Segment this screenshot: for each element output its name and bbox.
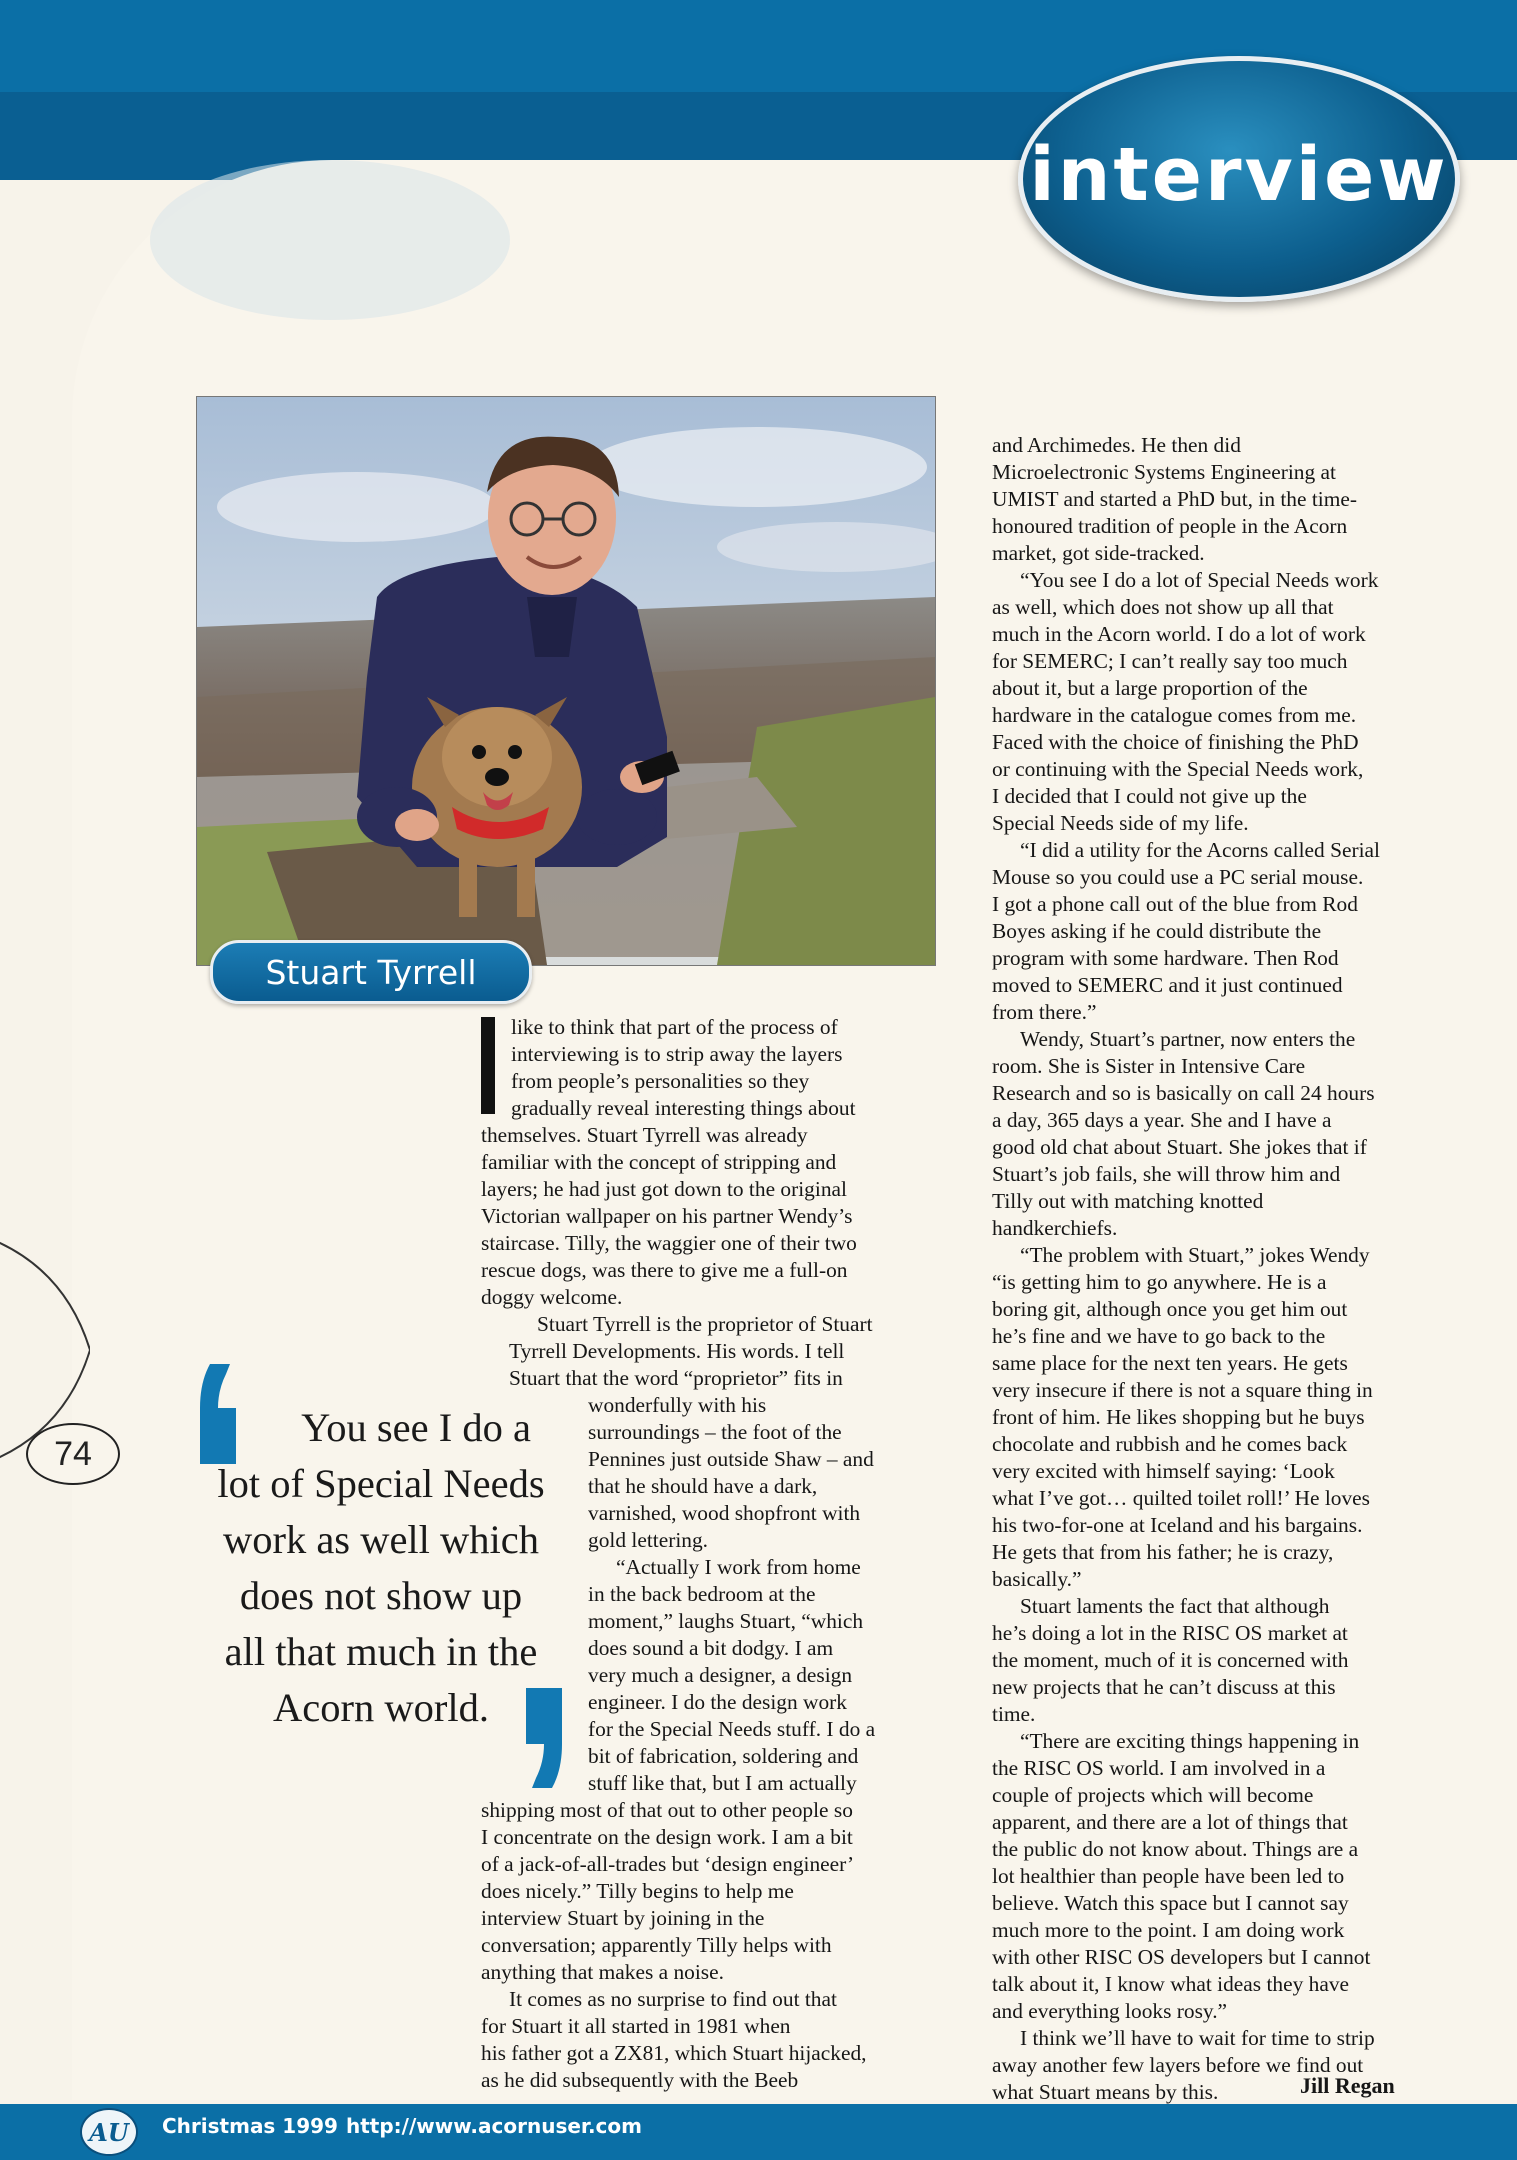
text-line: for Stuart it all started in 1981 when [481,2014,791,2038]
text-line: talk about it, I know what ideas they have [992,1972,1350,1996]
text-line: very insecure if there is not a square thing in [992,1378,1373,1402]
text-line: away another few layers before we find out [992,2053,1364,2077]
text-line: He gets that from his father; he is crazy, [992,1540,1334,1564]
paragraph [481,1986,951,2094]
text-line: in the back bedroom at the [588,1582,816,1606]
paragraph [992,837,1462,1026]
paragraph [588,1554,948,1797]
text-line: surroundings – the foot of the [588,1420,842,1444]
text-line: lot healthier than people have been led to [992,1864,1345,1888]
paragraph [992,1728,1462,2025]
text-line: Victorian wallpaper on his partner Wendy’s [481,1204,853,1228]
portrait-illustration [197,397,935,965]
text-line: chocolate and rubbish and he comes back [992,1432,1348,1456]
text-line: as he did subsequently with the Beeb [481,2068,799,2092]
text-line: good old chat about Stuart. She jokes that if [992,1135,1367,1159]
website-url[interactable]: http://www.acornuser.com [346,2114,642,2138]
paragraph [992,1026,1462,1242]
section-logo-text: interview [1029,132,1449,218]
pull-quote-line: You see I do a [301,1405,531,1450]
text-line: of a jack-of-all-trades but ‘design engineer’ [481,1852,855,1876]
text-line: “is getting him to go anywhere. He is a [992,1270,1327,1294]
text-line: Special Needs side of my life. [992,811,1249,835]
text-line: like to think that part of the process of [511,1015,838,1039]
text-line: from people’s personalities so they [511,1069,810,1093]
text-line: I concentrate on the design work. I am a bit [481,1825,853,1849]
text-line: for SEMERC; I can’t really say too much [992,649,1348,673]
text-line: and everything looks rosy.” [992,1999,1228,2023]
paragraph [992,1242,1462,1593]
text-line: basically.” [992,1567,1082,1591]
text-line: from there.” [992,1000,1097,1024]
text-line: “I did a utility for the Acorns called Serial [1020,838,1380,862]
text-line: hardware in the catalogue comes from me. [992,703,1357,727]
text-line: new projects that he can’t discuss at this [992,1675,1336,1699]
text-line: much in the Acorn world. I do a lot of work [992,622,1366,646]
text-line: Microelectronic Systems Engineering at [992,460,1336,484]
paragraph [992,432,1462,567]
text-line: gold lettering. [588,1528,708,1552]
text-line: Stuart that the word “proprietor” fits in [509,1366,843,1390]
page-number: 74 [54,1434,92,1473]
text-line: with other RISC OS developers but I cannot [992,1945,1371,1969]
text-line: UMIST and started a PhD but, in the time- [992,487,1357,511]
text-line: a day, 365 days a year. She and I have a [992,1108,1332,1132]
text-line: themselves. Stuart Tyrrell was already [481,1123,808,1147]
text-line: his father got a ZX81, which Stuart hijacked, [481,2041,867,2065]
paragraph [992,1593,1462,1728]
text-line: or continuing with the Special Needs work, [992,757,1364,781]
text-line: apparent, and there are a lot of things that [992,1810,1348,1834]
text-line: Stuart Tyrrell is the proprietor of Stuart [537,1312,873,1336]
text-line: he’s fine and we have to go back to the [992,1324,1326,1348]
page-number-badge [26,1423,120,1485]
article-column-right [992,432,1462,2106]
portrait-photo [196,396,936,966]
pull-quote-line: lot of Special Needs [217,1461,545,1506]
text-line: moment,” laughs Stuart, “which [588,1609,864,1633]
text-line: Stuart laments the fact that although [1020,1594,1330,1618]
text-line: gradually reveal interesting things about [511,1096,856,1120]
text-line: I decided that I could not give up the [992,784,1307,808]
text-line: shipping most of that out to other people so [481,1798,853,1822]
text-line: Mouse so you could use a PC serial mouse. [992,865,1364,889]
text-line: program with some hardware. Then Rod [992,946,1339,970]
pull-quote-line: work as well which [222,1517,540,1562]
pull-quote-line: does not show up [239,1573,523,1618]
text-line: does sound a bit dodgy. I am [588,1636,834,1660]
text-line: the moment, much of it is concerned with [992,1648,1349,1672]
text-line: I got a phone call out of the blue from Rod [992,892,1358,916]
text-line: and Archimedes. He then did [992,433,1241,457]
text-line: layers; he had just got down to the original [481,1177,847,1201]
text-line: front of him. He likes shopping but he buys [992,1405,1365,1429]
text-line: Tilly out with matching knotted [992,1189,1264,1213]
text-line: Stuart’s job fails, she will throw him and [992,1162,1341,1186]
photo-caption-badge [210,940,532,1004]
text-line: “The problem with Stuart,” jokes Wendy [1020,1243,1370,1267]
article-column-middle-top [481,1014,951,1392]
text-line: staircase. Tilly, the waggier one of their two [481,1231,857,1255]
pull-quote [186,1400,576,1736]
text-line: “You see I do a lot of Special Needs work [1020,568,1379,592]
text-line: Wendy, Stuart’s partner, now enters the [1020,1027,1356,1051]
text-line: I think we’ll have to wait for time to strip [1020,2026,1375,2050]
text-line: boring git, although once you get him out [992,1297,1348,1321]
text-line: It comes as no surprise to find out that [509,1987,837,2011]
text-line: the RISC OS world. I am involved in a [992,1756,1326,1780]
text-line: couple of projects which will become [992,1783,1314,1807]
text-line: his two-for-one at Iceland and his bargains. [992,1513,1363,1537]
text-line: believe. Watch this space but I cannot say [992,1891,1349,1915]
text-line: room. She is Sister in Intensive Care [992,1054,1306,1078]
text-line: much more to the point. I am doing work [992,1918,1345,1942]
photo-caption: Stuart Tyrrell [265,952,477,992]
text-line: anything that makes a noise. [481,1960,724,1984]
text-line: the public do not know about. Things are a [992,1837,1359,1861]
text-line: rescue dogs, was there to give me a full-on [481,1258,848,1282]
text-line: engineer. I do the design work [588,1690,847,1714]
decorative-ghost-shape [150,160,510,320]
text-line: “There are exciting things happening in [1020,1729,1360,1753]
text-line: handkerchiefs. [992,1216,1118,1240]
pull-quote-line: all that much in the [224,1629,538,1674]
paragraph [481,1014,951,1311]
text-line: that he should have a dark, [588,1474,818,1498]
text-line: “Actually I work from home [616,1555,861,1579]
article-column-middle-narrow [588,1392,948,1797]
section-logo [1018,56,1460,302]
magazine-logo [80,2108,138,2156]
text-line: for the Special Needs stuff. I do a [588,1717,876,1741]
text-line: Research and so is basically on call 24 hours [992,1081,1375,1105]
text-line: Pennines just outside Shaw – and [588,1447,874,1471]
text-line: as well, which does not show up all that [992,595,1334,619]
text-line: interview Stuart by joining in the [481,1906,765,1930]
text-line: interviewing is to strip away the layers [511,1042,843,1066]
text-line: Tyrrell Developments. His words. I tell [509,1339,845,1363]
article-column-middle-bottom [481,1797,951,2094]
text-line: same place for the next ten years. He gets [992,1351,1348,1375]
pull-quote-line: Acorn world. [273,1685,489,1730]
text-line: very much a designer, a design [588,1663,853,1687]
text-line: honoured tradition of people in the Acorn [992,514,1348,538]
text-line: he’s doing a lot in the RISC OS market at [992,1621,1348,1645]
text-line: wonderfully with his [588,1393,767,1417]
text-line: moved to SEMERC and it just continued [992,973,1343,997]
magazine-logo-text: AU [89,2117,129,2147]
text-line: conversation; apparently Tilly helps with [481,1933,832,1957]
text-line: stuff like that, but I am actually [588,1771,857,1795]
text-line: Faced with the choice of finishing the PhD [992,730,1359,754]
text-line: about it, but a large proportion of the [992,676,1308,700]
paragraph [481,1797,951,1986]
paragraph [992,567,1462,837]
paragraph [588,1392,948,1554]
text-line: bit of fabrication, soldering and [588,1744,859,1768]
text-line: Boyes asking if he could distribute the [992,919,1322,943]
text-line: varnished, wood shopfront with [588,1501,861,1525]
text-line: what I’ve got… quilted toilet roll!’ He loves [992,1486,1371,1510]
text-line: what Stuart means by this. [992,2080,1219,2104]
paragraph [481,1311,951,1392]
text-line: very excited with himself saying: ‘Look [992,1459,1335,1483]
text-line: familiar with the concept of stripping and [481,1150,837,1174]
issue-label: Christmas 1999 [162,2114,338,2138]
text-line: doggy welcome. [481,1285,623,1309]
author-byline: Jill Regan [1300,2073,1395,2098]
text-line: does nicely.” Tilly begins to help me [481,1879,794,1903]
text-line: time. [992,1702,1036,1726]
text-line: market, got side-tracked. [992,541,1205,565]
